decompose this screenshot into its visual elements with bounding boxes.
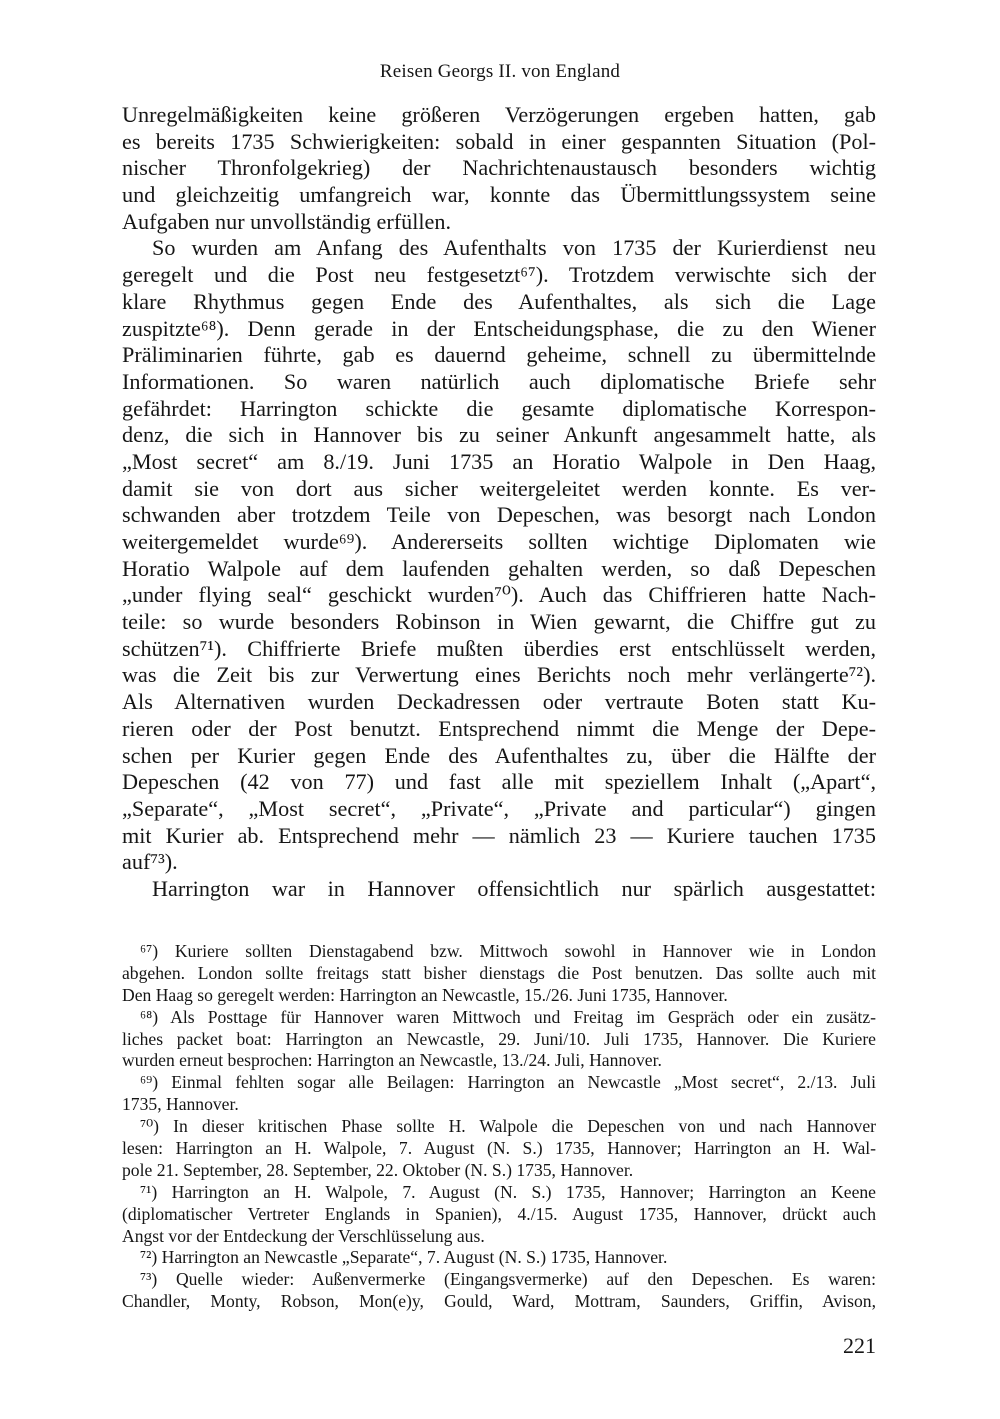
body-line: geregelt und die Post neu festgesetzt⁶⁷). Trotzdem verwischte sich der <box>122 262 876 288</box>
body-line: es bereits 1735 Schwierigkeiten: sobald in einer gespannten Situation (Pol- <box>122 128 876 154</box>
footnote <box>122 1007 876 1073</box>
footnote-line: (diplomatischer Vertreter Englands in Spanien), 4./15. August 1735, Hannover, drückt auch <box>122 1203 876 1224</box>
footnote <box>122 1072 876 1116</box>
body-line: klare Rhythmus gegen Ende des Aufenthaltes, als sich die Lage <box>122 288 876 314</box>
footnote-line: lesen: Harrington an H. Walpole, 7. August (N. S.) 1735, Hannover; Harrington an H. Wal- <box>122 1138 876 1159</box>
footnotes <box>122 941 876 1313</box>
body-line: Depeschen (42 von 77) und fast alle mit speziellem Inhalt („Apart“, <box>122 769 876 795</box>
body-line: auf⁷³). <box>122 849 178 875</box>
footnote-line: ⁷¹) Harrington an H. Walpole, 7. August (N. S.) 1735, Hannover; Harrington an Keene <box>140 1181 876 1202</box>
body-line: schwanden aber trotzdem Teile von Depeschen, was besorgt nach London <box>122 502 876 528</box>
body-line: So wurden am Anfang des Aufenthalts von 1735 der Kurierdienst neu <box>152 235 876 261</box>
footnote-line: ⁷²) Harrington an Newcastle „Separate“, 7. August (N. S.) 1735, Hannover. <box>140 1247 668 1268</box>
running-head: Reisen Georgs II. von England <box>379 61 621 82</box>
body-line: denz, die sich in Hannover bis zu seiner Ankunft angesammelt hatte, als <box>122 422 876 448</box>
footnote-line: liches packet boat: Harrington an Newcastle, 29. Juni/10. Juli 1735, Hannover. Die Kuriere <box>122 1028 876 1049</box>
body-line: Aufgaben nur unvollständig erfüllen. <box>122 208 452 234</box>
footnote-line: ⁶⁸) Als Posttage für Hannover waren Mittwoch und Freitag im Gespräch oder ein zusätz- <box>140 1006 876 1027</box>
body-line: Harrington war in Hannover offensichtlich nur spärlich ausgestattet: <box>152 875 876 901</box>
footnote-line: abgehen. London sollte freitags statt bisher dienstags die Post benutzen. Das sollte auch mit <box>122 962 876 983</box>
footnote-line: 1735, Hannover. <box>122 1094 239 1115</box>
footnote-line: ⁷³) Quelle wieder: Außenvermerke (Eingangsvermerke) auf den Depeschen. Es waren: <box>140 1269 876 1290</box>
body-line: schen per Kurier gegen Ende des Aufenthaltes zu, über die Hälfte der <box>122 742 876 768</box>
footnote <box>122 1116 876 1182</box>
body-line: „Most secret“ am 8./19. Juni 1735 an Horatio Walpole in Den Haag, <box>122 448 876 474</box>
body-line: gefährdet: Harrington schickte die gesamte diplomatische Korrespon- <box>122 395 876 421</box>
body-line: Unregelmäßigkeiten keine größeren Verzögerungen ergeben hatten, gab <box>122 102 876 127</box>
body-line: weitergemeldet wurde⁶⁹). Andererseits sollten wichtige Diplomaten wie <box>122 529 876 554</box>
page-number: 221 <box>843 1333 876 1358</box>
body-text <box>122 102 876 903</box>
body-line: mit Kurier ab. Entsprechend mehr — nämlich 23 — Kuriere tauchen 1735 <box>122 822 876 848</box>
body-line: Präliminarien führte, gab es dauernd geheime, schnell zu übermittelnde <box>122 342 876 368</box>
footnote <box>122 1247 876 1269</box>
footnote-line: Den Haag so geregelt werden: Harrington an Newcastle, 15./26. Juni 1735, Hannover. <box>122 984 728 1005</box>
footnote-line: ⁶⁷) Kuriere sollten Dienstagabend bzw. Mittwoch sowohl in Hannover wie in London <box>140 941 876 961</box>
body-line: Horatio Walpole auf dem laufenden gehalten werden, so daß Depeschen <box>122 555 876 581</box>
footnote <box>122 941 876 1007</box>
body-line: und gleichzeitig umfangreich war, konnte das Übermittlungssystem seine <box>122 182 876 208</box>
body-line: was die Zeit bis zur Verwertung eines Berichts noch mehr verlängerte⁷²). <box>122 662 876 688</box>
footnote-line: pole 21. September, 28. September, 22. Oktober (N. S.) 1735, Hannover. <box>122 1159 634 1180</box>
body-line: teile: so wurde besonders Robinson in Wien gewarnt, die Chiffre gut zu <box>122 609 876 635</box>
body-line: damit sie von dort aus sicher weitergeleitet werden konnte. Es ver- <box>122 475 876 501</box>
body-line: zuspitzte⁶⁸). Denn gerade in der Entscheidungsphase, die zu den Wiener <box>122 315 876 341</box>
footnote-line: wurden erneut besprochen: Harrington an Newcastle, 13./24. Juli, Hannover. <box>122 1050 662 1071</box>
body-line: nischer Thronfolgekrieg) der Nachrichtenaustausch besonders wichtig <box>122 155 876 181</box>
body-line: „Separate“, „Most secret“, „Private“, „Private and particular“) gingen <box>122 795 876 821</box>
footnote <box>122 1182 876 1248</box>
footnote-line: ⁶⁹) Einmal fehlten sogar alle Beilagen: Harrington an Newcastle „Most secret“, 2./13. Juli <box>140 1072 876 1093</box>
footnote <box>122 1269 876 1313</box>
footnote-line: Chandler, Monty, Robson, Mon(e)y, Gould, Ward, Mottram, Saunders, Griffin, Avison, <box>122 1291 876 1312</box>
body-line: Als Alternativen wurden Deckadressen oder vertraute Boten statt Ku- <box>122 689 876 715</box>
body-line: rieren oder der Post benutzt. Entsprechend nimmt die Menge der Depe- <box>122 715 876 741</box>
body-line: „under flying seal“ geschickt wurden⁷⁰). Auch das Chiffrieren hatte Nach- <box>122 582 876 608</box>
body-line: schützen⁷¹). Chiffrierte Briefe mußten überdies erst entschlüsselt werden, <box>122 635 876 661</box>
footnote-line: ⁷⁰) In dieser kritischen Phase sollte H. Walpole die Depeschen von und nach Hannover <box>140 1116 876 1137</box>
footnote-line: Angst vor der Entdeckung der Verschlüsselung aus. <box>122 1225 485 1246</box>
body-line: Informationen. So waren natürlich auch diplomatische Briefe sehr <box>122 368 876 394</box>
